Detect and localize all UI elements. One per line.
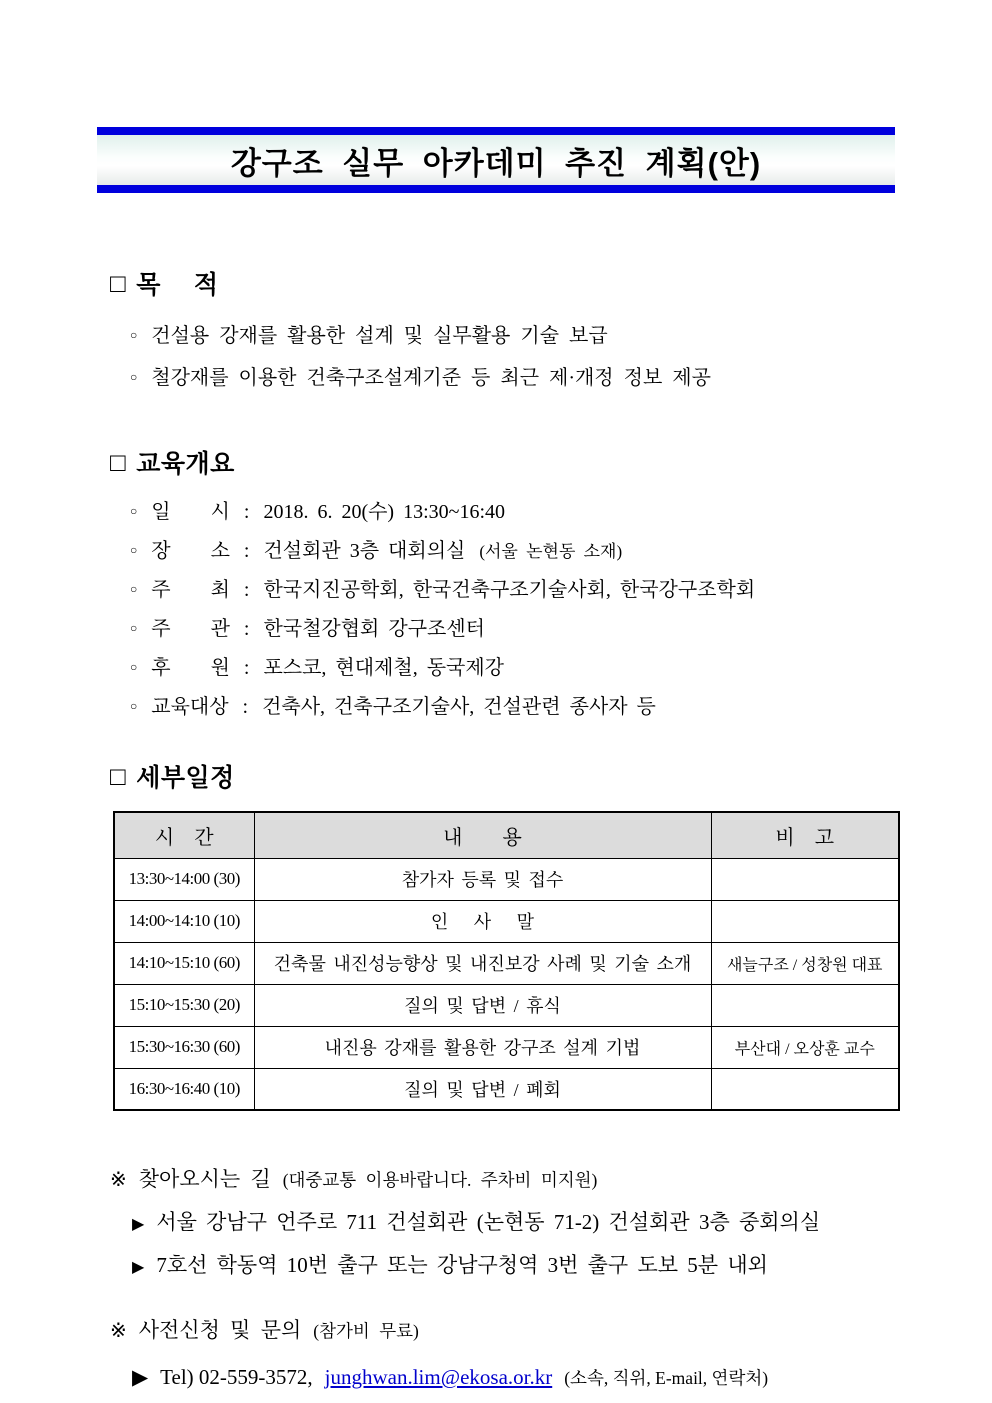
overview-item-label: 후 원 — [151, 657, 230, 679]
title-banner — [97, 127, 895, 193]
schedule-time: 15:10~15:30 (20) — [114, 984, 254, 1026]
overview-item-value: 포스코, 현대제철, 동국제강 — [263, 657, 504, 679]
schedule-time: 16:30~16:40 (10) — [114, 1068, 254, 1110]
schedule-content: 건축물 내진성능향상 및 내진보강 사례 및 기술 소개 — [254, 942, 711, 984]
email-link[interactable]: junghwan.lim@ekosa.or.kr — [324, 1365, 553, 1389]
purpose-list — [130, 316, 898, 400]
directions-list — [132, 1202, 898, 1288]
schedule-remark: 새늘구조 / 성창원 대표 — [711, 942, 899, 984]
schedule-remark — [711, 900, 899, 942]
colon-separator: : — [243, 618, 250, 640]
directions-heading-label: 찾아오시는 길 — [138, 1167, 271, 1191]
schedule-time: 15:30~16:30 (60) — [114, 1026, 254, 1068]
circle-bullet-icon: ○ — [130, 582, 138, 596]
list-item — [130, 316, 898, 358]
circle-bullet-icon: ○ — [130, 621, 138, 635]
schedule-time: 13:30~14:00 (30) — [114, 858, 254, 900]
contact-block — [110, 1314, 898, 1398]
overview-heading-label: 교육개요 — [136, 450, 235, 478]
purpose-item-text: 건설용 강재를 활용한 설계 및 실무활용 기술 보급 — [151, 325, 608, 347]
document-content — [0, 265, 992, 1398]
colon-separator: : — [243, 540, 250, 562]
document-title: 강구조 실무 아카데미 추진 계획(안) — [230, 145, 762, 181]
colon-separator: : — [243, 501, 250, 523]
contact-line — [132, 1357, 898, 1398]
section-schedule — [110, 758, 898, 1111]
schedule-remark — [711, 984, 899, 1026]
contact-heading — [110, 1314, 898, 1344]
overview-item-value: 건축사, 건축구조기술사, 건설관련 종사자 등 — [262, 696, 656, 718]
column-header-content: 내 용 — [254, 812, 711, 858]
circle-bullet-icon: ○ — [130, 660, 138, 674]
circle-bullet-icon: ○ — [130, 699, 138, 713]
reference-mark-icon: ※ — [110, 1320, 127, 1342]
directions-item-text: 7호선 학동역 10번 출구 또는 강남구청역 3번 출구 도보 5분 내외 — [156, 1253, 768, 1277]
circle-bullet-icon: ○ — [130, 543, 138, 557]
list-item — [132, 1245, 898, 1288]
table-row — [114, 900, 899, 942]
schedule-heading — [110, 758, 898, 794]
schedule-heading-label: 세부일정 — [136, 764, 235, 792]
table-row — [114, 858, 899, 900]
overview-item-label: 일 시 — [151, 501, 230, 523]
table-row — [114, 942, 899, 984]
schedule-content: 참가자 등록 및 접수 — [254, 858, 711, 900]
list-item — [130, 533, 898, 572]
directions-heading — [110, 1163, 898, 1193]
overview-item-note: (서울 논현동 소재) — [479, 542, 623, 561]
schedule-time: 14:10~15:10 (60) — [114, 942, 254, 984]
arrow-bullet-icon: ▶ — [132, 1259, 145, 1276]
colon-separator: : — [243, 579, 250, 601]
contact-heading-label: 사전신청 및 문의 — [138, 1318, 302, 1342]
section-purpose — [110, 265, 898, 400]
schedule-content: 질의 및 답변 / 폐회 — [254, 1068, 711, 1110]
table-header-row — [114, 812, 899, 858]
circle-bullet-icon: ○ — [130, 504, 138, 518]
schedule-time: 14:00~14:10 (10) — [114, 900, 254, 942]
contact-tel: Tel) 02-559-3572, — [160, 1365, 313, 1389]
list-item — [130, 572, 898, 611]
directions-item-text: 서울 강남구 언주로 711 건설회관 (논현동 71-2) 건설회관 3층 중회의실 — [156, 1210, 821, 1234]
schedule-content: 질의 및 답변 / 휴식 — [254, 984, 711, 1026]
schedule-remark — [711, 1068, 899, 1110]
square-bullet-icon: □ — [110, 761, 127, 791]
purpose-heading — [110, 265, 898, 301]
list-item — [130, 358, 898, 400]
overview-item-label: 주 최 — [151, 579, 230, 601]
schedule-table — [113, 811, 900, 1111]
schedule-remark: 부산대 / 오상훈 교수 — [711, 1026, 899, 1068]
table-row — [114, 1026, 899, 1068]
reference-mark-icon: ※ — [110, 1169, 127, 1191]
list-item — [130, 611, 898, 650]
overview-item-value: 한국철강협회 강구조센터 — [263, 618, 485, 640]
directions-block — [110, 1163, 898, 1288]
list-item — [130, 494, 898, 533]
overview-item-label: 교육대상 — [151, 696, 229, 718]
overview-heading — [110, 444, 898, 480]
banner-body — [97, 135, 895, 185]
colon-separator: : — [242, 696, 249, 718]
table-row — [114, 1068, 899, 1110]
purpose-heading-label: 목 적 — [136, 271, 219, 299]
banner-bottom-rule — [97, 185, 895, 193]
list-item — [130, 650, 898, 689]
overview-item-label: 장 소 — [151, 540, 230, 562]
overview-item-label: 주 관 — [151, 618, 230, 640]
overview-item-value: 건설회관 3층 대회의실 — [263, 540, 466, 562]
banner-top-rule — [97, 127, 895, 135]
circle-bullet-icon: ○ — [130, 370, 138, 384]
arrow-bullet-icon: ▶ — [132, 1216, 145, 1233]
arrow-bullet-icon: ▶ — [132, 1365, 149, 1389]
overview-item-value: 한국지진공학회, 한국건축구조기술사회, 한국강구조학회 — [263, 579, 756, 601]
contact-suffix: (소속, 직위, E-mail, 연락처) — [564, 1368, 769, 1388]
overview-item-value: 2018. 6. 20(수) 13:30~16:40 — [263, 501, 506, 523]
schedule-remark — [711, 858, 899, 900]
contact-heading-note: (참가비 무료) — [313, 1321, 419, 1341]
purpose-item-text: 철강재를 이용한 건축구조설계기준 등 최근 제·개정 정보 제공 — [151, 367, 711, 389]
column-header-remark: 비 고 — [711, 812, 899, 858]
list-item — [130, 689, 898, 728]
schedule-content: 내진용 강재를 활용한 강구조 설계 기법 — [254, 1026, 711, 1068]
section-overview — [110, 444, 898, 728]
square-bullet-icon: □ — [110, 447, 127, 477]
schedule-content: 인 사 말 — [254, 900, 711, 942]
circle-bullet-icon: ○ — [130, 328, 138, 342]
directions-heading-note: (대중교통 이용바랍니다. 주차비 미지원) — [282, 1170, 598, 1190]
overview-list — [130, 494, 898, 728]
colon-separator: : — [243, 657, 250, 679]
column-header-time: 시 간 — [114, 812, 254, 858]
list-item — [132, 1202, 898, 1245]
square-bullet-icon: □ — [110, 268, 127, 298]
table-row — [114, 984, 899, 1026]
